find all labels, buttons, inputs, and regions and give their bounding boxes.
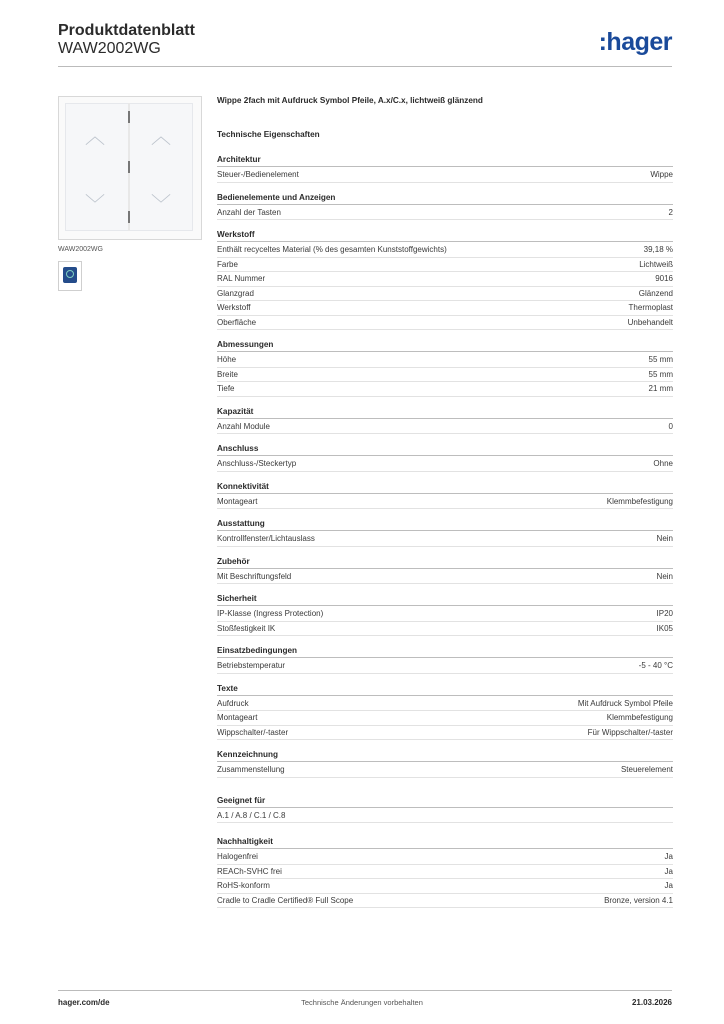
spec-label: Montageart	[217, 496, 258, 506]
left-column	[58, 96, 202, 291]
footer-divider	[58, 990, 672, 991]
spec-row	[217, 894, 673, 909]
spec-value: 39,18 %	[643, 245, 673, 254]
spec-value: Ja	[664, 866, 673, 876]
spec-label: Aufdruck	[217, 698, 249, 708]
spec-row	[217, 570, 673, 585]
spec-label: IP-Klasse (Ingress Protection)	[217, 609, 324, 618]
spec-label: Werkstoff	[217, 303, 251, 312]
spec-row	[217, 697, 673, 712]
section-title: Kapazität	[217, 407, 673, 419]
spec-label: Anzahl der Tasten	[217, 207, 281, 217]
spec-section	[217, 594, 673, 636]
spec-label: Betriebstemperatur	[217, 661, 286, 670]
cradle-to-cradle-icon	[58, 261, 82, 291]
spec-label: Cradle to Cradle Certified® Full Scope	[217, 895, 354, 905]
spec-value: Bronze, version 4.1	[604, 895, 673, 905]
spec-row	[217, 850, 673, 865]
spec-row	[217, 659, 673, 674]
spec-section	[217, 750, 673, 778]
spec-row	[217, 532, 673, 547]
spec-value: 0	[668, 421, 673, 431]
arrow-down-icon: ﹀	[85, 194, 105, 216]
spec-row	[217, 272, 673, 287]
section-title: Einsatzbedingungen	[217, 646, 673, 658]
hager-logo: :hager	[598, 28, 672, 56]
spec-section	[217, 407, 673, 435]
document-title: Produktdatenblatt	[58, 22, 195, 39]
section-title: Texte	[217, 684, 673, 696]
spec-label: Stoßfestigkeit IK	[217, 623, 276, 633]
spec-label: Wippschalter/-taster	[217, 727, 289, 737]
section-title: Abmessungen	[217, 340, 673, 352]
spec-row	[217, 879, 673, 894]
spec-value: 9016	[655, 274, 673, 283]
spec-row	[217, 420, 673, 435]
spec-row	[217, 206, 673, 221]
spec-value: Lichtweiß	[639, 259, 673, 269]
suitable-for-text: A.1 / A.8 / C.1 / C.8	[217, 809, 673, 824]
footer-disclaimer: Technische Änderungen vorbehalten	[301, 998, 423, 1007]
footer-website[interactable]: hager.com/de	[58, 998, 110, 1007]
section-title: Kennzeichnung	[217, 750, 673, 762]
spec-label: Steuer-/Bedienelement	[217, 170, 299, 179]
spec-row	[217, 258, 673, 273]
spec-label: Oberfläche	[217, 317, 257, 327]
section-title: Nachhaltigkeit	[217, 837, 673, 849]
spec-value: 55 mm	[648, 355, 673, 364]
spec-label: Enthält recyceltes Material (% des gesamten Kunststoffgewichts)	[217, 245, 447, 254]
spec-label: Mit Beschriftungsfeld	[217, 571, 292, 581]
spec-label: Kontrollfenster/Lichtauslass	[217, 534, 315, 543]
spec-value: Ohne	[653, 459, 673, 468]
spec-section	[217, 482, 673, 510]
spec-row	[217, 316, 673, 331]
section-geeignet	[217, 796, 673, 824]
technical-properties-heading: Technische Eigenschaften	[217, 130, 320, 139]
image-caption: WAW2002WG	[58, 246, 103, 253]
section-title: Konnektivität	[217, 482, 673, 494]
product-image	[58, 96, 202, 240]
spec-section	[217, 646, 673, 674]
spec-value: Ja	[664, 852, 673, 861]
section-title: Zubehör	[217, 557, 673, 569]
spec-row	[217, 368, 673, 383]
spec-row	[217, 287, 673, 302]
spec-value: Nein	[656, 571, 673, 581]
section-title: Ausstattung	[217, 519, 673, 531]
arrow-down-icon: ﹀	[151, 194, 171, 216]
spec-value: Glänzend	[638, 288, 673, 298]
section-title: Bedienelemente und Anzeigen	[217, 193, 673, 205]
spec-value: 55 mm	[648, 369, 673, 379]
arrow-up-icon: ︿	[151, 126, 171, 148]
spec-section	[217, 557, 673, 585]
spec-value: Ja	[664, 881, 673, 890]
section-title: Sicherheit	[217, 594, 673, 606]
spec-section	[217, 155, 673, 183]
spec-label: RoHS-konform	[217, 881, 270, 890]
spec-sections	[217, 155, 673, 778]
spec-section	[217, 684, 673, 741]
rocker-switch-image	[65, 103, 193, 231]
spec-section	[217, 230, 673, 330]
specifications	[217, 96, 673, 918]
spec-section	[217, 519, 673, 547]
section-nachhaltigkeit	[217, 837, 673, 908]
spec-row	[217, 711, 673, 726]
spec-label: Montageart	[217, 713, 258, 722]
spec-row	[217, 495, 673, 510]
spec-value: Klemmbefestigung	[606, 713, 673, 722]
spec-section	[217, 444, 673, 472]
spec-value: Wippe	[650, 170, 673, 179]
section-title: Architektur	[217, 155, 673, 167]
section-title: Geeignet für	[217, 796, 673, 808]
spec-row	[217, 726, 673, 741]
spec-label: Anzahl Module	[217, 421, 270, 431]
spec-row	[217, 382, 673, 397]
spec-value: 21 mm	[648, 384, 673, 393]
spec-row	[217, 622, 673, 637]
spec-label: Zusammenstellung	[217, 765, 285, 774]
spec-label: RAL Nummer	[217, 274, 266, 283]
arrow-up-icon: ︿	[85, 126, 105, 148]
spec-value: -5 - 40 °C	[638, 661, 673, 670]
spec-value: 2	[668, 207, 673, 217]
spec-label: Halogenfrei	[217, 852, 258, 861]
spec-row	[217, 865, 673, 880]
spec-row	[217, 607, 673, 622]
spec-value: Mit Aufdruck Symbol Pfeile	[577, 698, 673, 708]
footer-date: 21.03.2026	[631, 998, 672, 1007]
header-divider	[58, 66, 672, 67]
spec-row	[217, 353, 673, 368]
spec-row	[217, 168, 673, 183]
spec-label: REACh-SVHC frei	[217, 866, 282, 876]
spec-label: Anschluss-/Steckertyp	[217, 459, 297, 468]
spec-value: Nein	[656, 534, 673, 543]
spec-value: Unbehandelt	[627, 317, 673, 327]
spec-value: IP20	[656, 609, 673, 618]
spec-section	[217, 193, 673, 221]
spec-value: Klemmbefestigung	[606, 496, 673, 506]
section-title: Werkstoff	[217, 230, 673, 242]
spec-label: Breite	[217, 369, 238, 379]
spec-label: Farbe	[217, 259, 238, 269]
product-description: Wippe 2fach mit Aufdruck Symbol Pfeile, A.x/C.x, lichtweiß glänzend	[217, 96, 483, 105]
spec-label: Tiefe	[217, 384, 235, 393]
spec-row	[217, 301, 673, 316]
spec-row	[217, 243, 673, 258]
spec-row	[217, 457, 673, 472]
spec-value: Für Wippschalter/-taster	[587, 727, 673, 737]
spec-value: Steuerelement	[620, 765, 673, 774]
spec-section	[217, 340, 673, 397]
header	[58, 22, 195, 58]
spec-value: IK05	[656, 623, 673, 633]
spec-value: Thermoplast	[628, 303, 673, 312]
spec-label: Höhe	[217, 355, 237, 364]
product-code: WAW2002WG	[58, 40, 161, 57]
spec-row	[217, 763, 673, 778]
spec-label: Glanzgrad	[217, 288, 254, 298]
section-title: Anschluss	[217, 444, 673, 456]
